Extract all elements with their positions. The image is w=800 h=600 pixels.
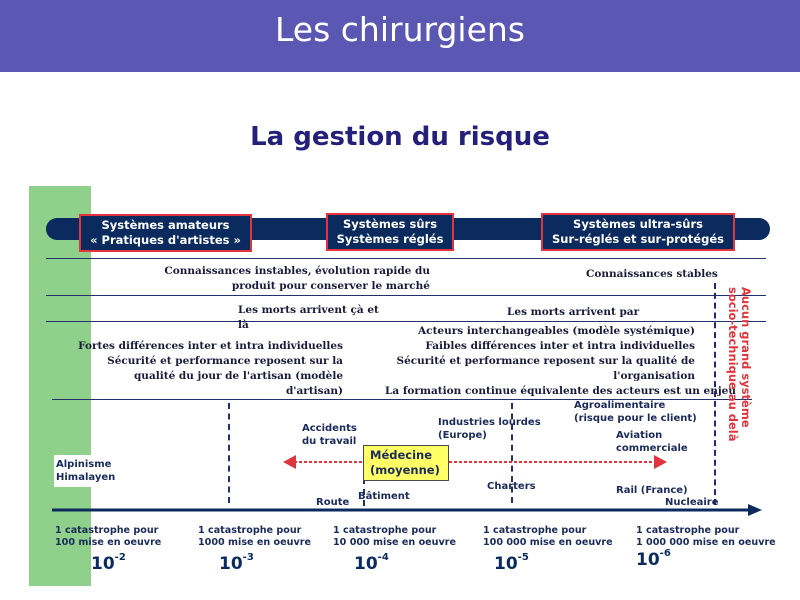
text-line: Faibles différences inter et intra individuelles [425,340,695,352]
label-batiment: Bâtiment [358,491,410,502]
text-line: qualité du jour de l'artisan (modèle [133,370,343,382]
scale-item-1e-5 [483,525,619,549]
label-nucleaire: Nucleaire [665,497,719,508]
scale-item-1e-4 [333,525,469,549]
slide-subtitle: La gestion du risque [250,122,550,152]
label-agroalimentaire [574,399,697,425]
text-connaissances-stables: Connaissances stables [586,268,718,280]
power-base: 10 [354,554,378,574]
label-rail-france: Rail (France) [616,485,688,496]
power-exp: -4 [377,552,389,564]
text-line: Médecine [370,448,433,462]
text-line: Alpinisme [56,459,112,470]
scale-power-1e-6 [636,550,671,570]
box-line: Systèmes amateurs [101,218,230,232]
text-line: là [238,319,249,331]
text-line: Aucun grand système [739,287,753,428]
power-base: 10 [494,554,518,574]
box-line: Systèmes sûrs [342,217,438,231]
label-industries-lourdes [438,416,541,442]
power-exp: -2 [114,552,126,564]
text-line: Himalayen [56,472,116,483]
text-formation-continue: La formation continue équivalente des acteurs est un enjeu [385,385,736,397]
scale-power-1e-3 [219,554,254,574]
scale-text: 100 mise en oeuvre [55,537,162,548]
label-charters: Charters [487,481,536,492]
box-line: « Pratiques d'artistes » [90,233,241,247]
text-line: Agroalimentaire [574,400,666,411]
text-line: (moyenne) [370,463,440,477]
label-aviation [616,429,688,455]
label-accidents-travail [302,422,357,448]
scale-power-1e-5 [494,554,529,574]
power-exp: -5 [517,552,529,564]
text-line: Sécurité et performance reposent sur la [107,355,343,367]
scale-item-1e-6 [636,525,786,549]
text-line: Les morts arrivent çà et [238,304,379,316]
text-line: Aviation [616,430,663,441]
box-line: Systèmes ultra-sûrs [573,217,703,231]
label-alpinisme [54,455,117,487]
text-line: commerciale [616,443,688,454]
arrow-right-head [654,455,667,469]
text-line: produit pour conserver le marché [231,280,430,292]
power-exp: -6 [659,548,671,560]
scale-text: 1 catastrophe pour [483,525,587,536]
power-base: 10 [91,554,115,574]
power-base: 10 [636,550,660,570]
text-morts-arrivent-par: Les morts arrivent par [507,306,640,318]
scale-text: 1 catastrophe pour [198,525,302,536]
scale-text: 10 000 mise en oeuvre [333,537,456,548]
box-line: Sur-réglés et sur-protégés [552,232,724,246]
scale-power-1e-2 [91,554,126,574]
text-line: (risque pour le client) [574,413,697,424]
label-route: Route [316,497,350,508]
scale-text: 1 catastrophe pour [333,525,437,536]
slide-title: Les chirurgiens [274,10,525,49]
scale-text: 1 000 000 mise en oeuvre [636,537,776,548]
scale-item-1e-2 [55,525,191,549]
text-line: Acteurs interchangeables (modèle systémique) [418,325,695,337]
scale-item-1e-3 [198,525,334,549]
scale-text: 100 000 mise en oeuvre [483,537,613,548]
text-line: Connaissances instables, évolution rapide du [164,265,430,277]
text-line: l'organisation [613,370,695,382]
power-exp: -3 [242,552,254,564]
text-line: Accidents [302,423,357,434]
text-line: (Europe) [438,430,487,441]
arrow-left-head [283,455,296,469]
text-line: du travail [302,436,357,447]
text-line: d'artisan) [285,385,343,397]
text-line: Sécurité et performance reposent sur la qualité de [396,355,695,367]
power-base: 10 [219,554,243,574]
text-line: Industries lourdes [438,417,541,428]
box-line: Systèmes réglés [336,232,444,246]
scale-power-1e-4 [354,554,389,574]
scale-text: 1 catastrophe pour [55,525,159,536]
axis-arrow-head [748,504,762,516]
box-medecine [363,445,449,481]
text-line: socio-technique au delà [726,287,740,442]
scale-text: 1000 mise en oeuvre [198,537,311,548]
text-line: Fortes différences inter et intra individuelles [78,340,343,352]
scale-text: 1 catastrophe pour [636,525,740,536]
